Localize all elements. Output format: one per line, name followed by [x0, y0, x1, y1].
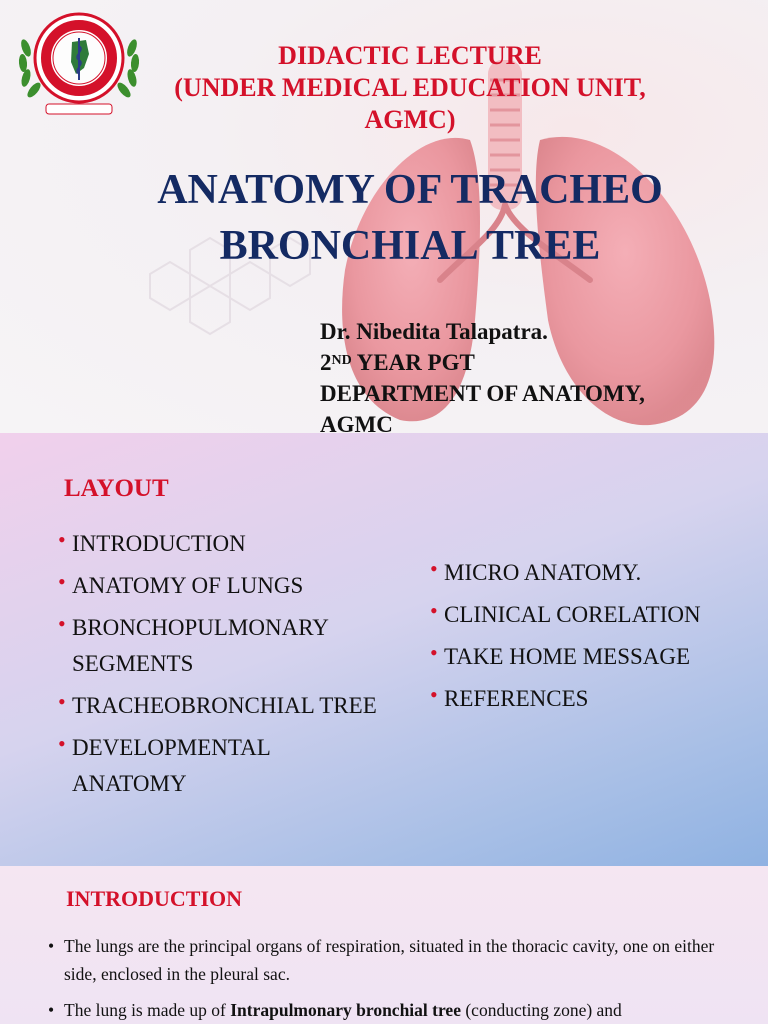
author-department: DEPARTMENT OF ANATOMY, [320, 381, 645, 406]
list-item: • DEVELOPMENTAL ANATOMY [58, 730, 378, 802]
bullet-text: The lung is made up of [64, 1000, 231, 1020]
college-logo [14, 8, 144, 118]
layout-list-right [430, 555, 760, 723]
lecture-heading-line: (UNDER MEDICAL EDUCATION UNIT, [174, 73, 646, 102]
author-year-number: 2 [320, 350, 332, 375]
author-year-text: YEAR PGT [351, 350, 475, 375]
lecture-heading [140, 40, 680, 136]
presentation-title-line: BRONCHIAL TREE [219, 223, 601, 269]
author-institution: AGMC [320, 412, 393, 433]
list-item: • CLINICAL CORELATION [430, 597, 760, 633]
list-item: • MICRO ANATOMY. [430, 555, 760, 591]
list-item: • INTRODUCTION [58, 526, 378, 562]
title-slide [0, 0, 768, 433]
list-item [48, 996, 738, 1024]
introduction-list [48, 932, 738, 1032]
author-year [320, 347, 645, 378]
list-item: • BRONCHOPULMONARY SEGMENTS [58, 610, 378, 682]
presentation-title-line: ANATOMY OF TRACHEO [157, 167, 663, 213]
introduction-slide [0, 866, 768, 1024]
author-year-suffix: ND [331, 353, 352, 368]
author-name: Dr. Nibedita Talapatra. [320, 319, 548, 344]
bullet-bold-term: Intrapulmonary bronchial tree [230, 1000, 461, 1020]
author-block [320, 316, 645, 433]
list-item: • TRACHEOBRONCHIAL TREE [58, 688, 378, 724]
lecture-heading-line: AGMC) [364, 105, 456, 134]
layout-list-left [58, 526, 378, 808]
lecture-heading-line: DIDACTIC LECTURE [278, 41, 542, 70]
layout-title: LAYOUT [64, 475, 169, 502]
list-item: • REFERENCES [430, 681, 760, 717]
bullet-text: (conducting zone) and [460, 1000, 622, 1020]
list-item: • ANATOMY OF LUNGS [58, 568, 378, 604]
presentation-title [100, 162, 720, 274]
introduction-title: INTRODUCTION [66, 886, 243, 911]
list-item: • TAKE HOME MESSAGE [430, 639, 760, 675]
college-seal-icon [14, 8, 144, 118]
layout-slide [0, 433, 768, 866]
list-item: • The lungs are the principal organs of respiration, situated in the thoracic cavity, one on either side, enclosed in the pleural sac. [48, 932, 738, 988]
